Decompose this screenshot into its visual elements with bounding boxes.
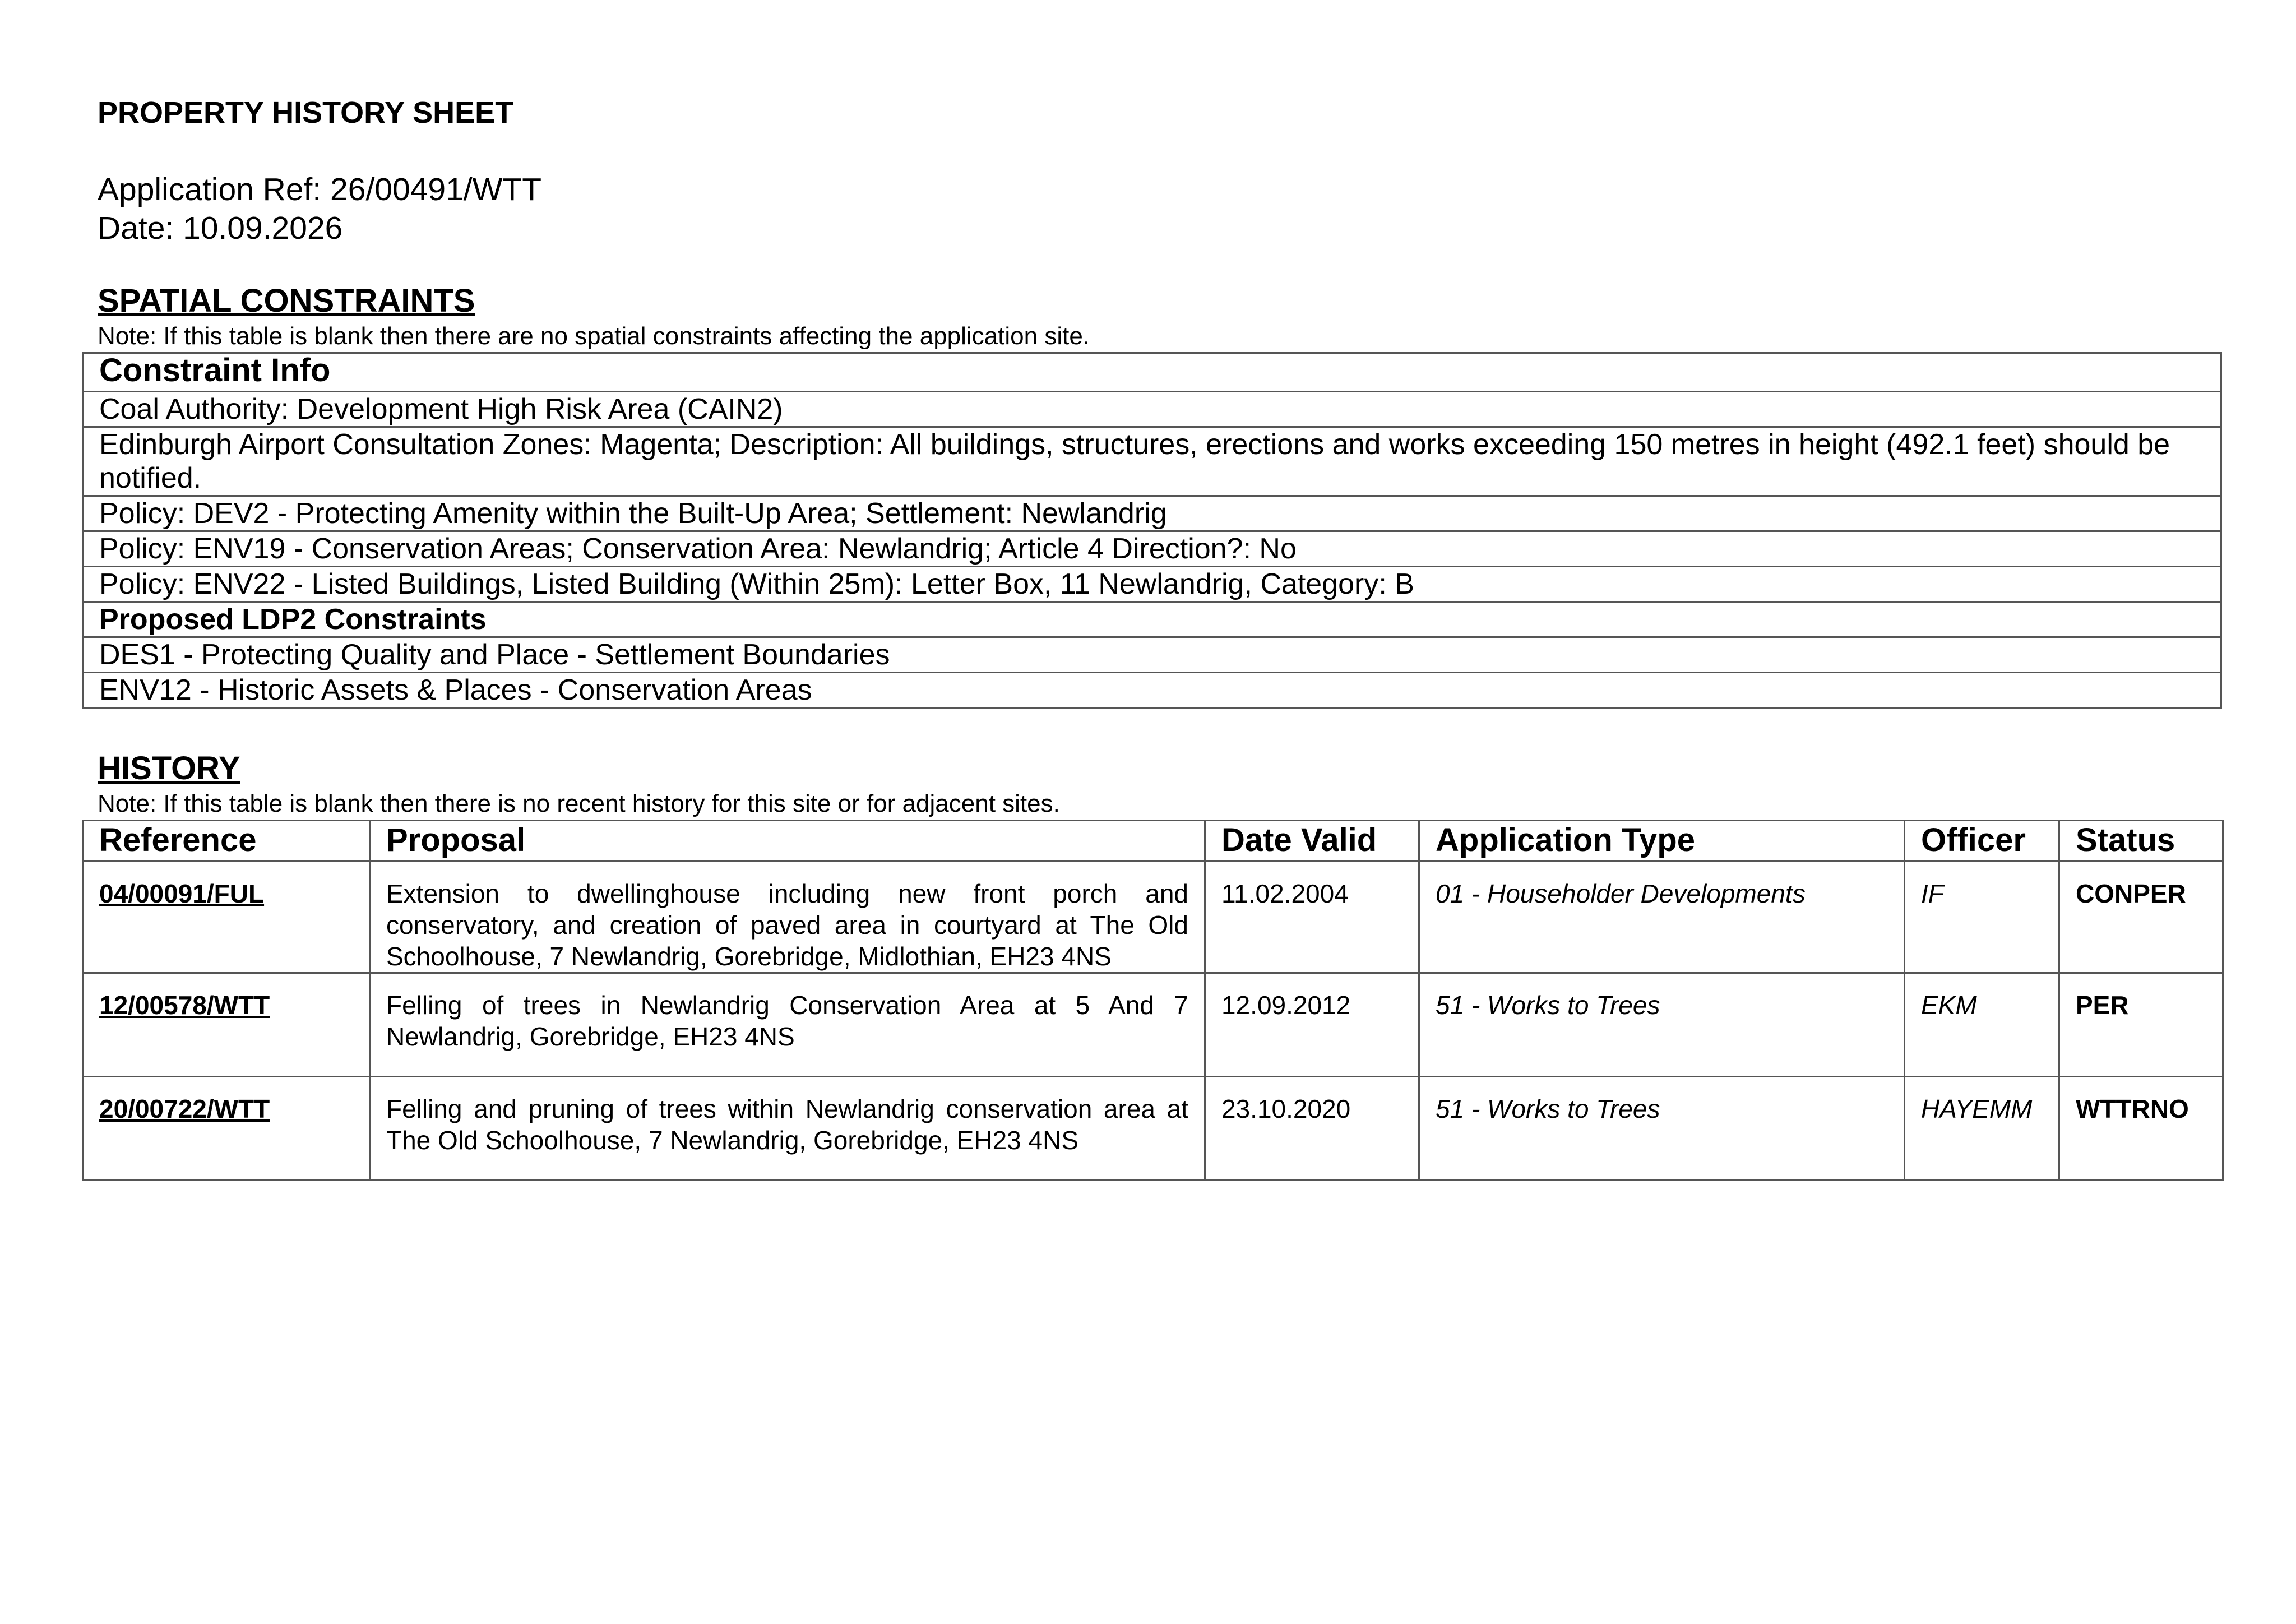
application-meta	[98, 170, 541, 248]
column-header-application-type: Application Type	[1419, 821, 1905, 862]
ldp2-constraints-subheader: Proposed LDP2 Constraints	[83, 602, 2221, 637]
reference-link[interactable]: 04/00091/FUL	[83, 862, 370, 973]
officer-cell: EKM	[1905, 973, 2059, 1077]
application-type-cell: 51 - Works to Trees	[1419, 1077, 1905, 1181]
application-ref: Application Ref: 26/00491/WTT	[98, 172, 542, 207]
history-note: Note: If this table is blank then there is no recent history for this site or for adjacent sites.	[98, 790, 1060, 817]
table-header-row	[83, 821, 2223, 862]
table-row	[83, 673, 2221, 708]
status-cell: WTTRNO	[2059, 1077, 2223, 1181]
table-header-row	[83, 353, 2221, 392]
constraint-cell: ENV12 - Historic Assets & Places - Conservation Areas	[83, 673, 2221, 708]
proposal-cell: Felling and pruning of trees within Newlandrig conservation area at The Old Schoolhouse, 7 Newlandrig, Gorebridge, EH23 4NS	[370, 1077, 1205, 1181]
table-row	[83, 427, 2221, 496]
table-row	[83, 567, 2221, 602]
date-valid-cell: 11.02.2004	[1205, 862, 1419, 973]
table-row	[83, 531, 2221, 567]
column-header-officer: Officer	[1905, 821, 2059, 862]
officer-cell: IF	[1905, 862, 2059, 973]
reference-link[interactable]: 20/00722/WTT	[83, 1077, 370, 1181]
application-type-cell: 51 - Works to Trees	[1419, 973, 1905, 1077]
reference-link[interactable]: 12/00578/WTT	[83, 973, 370, 1077]
constraint-cell: Edinburgh Airport Consultation Zones: Magenta; Description: All buildings, structures, erections and works exceeding 150 metres in height (492.1 feet) should be notified.	[83, 427, 2221, 496]
column-header-status: Status	[2059, 821, 2223, 862]
spatial-constraints-note: Note: If this table is blank then there are no spatial constraints affecting the application site.	[98, 322, 1090, 350]
proposal-cell: Extension to dwellinghouse including new front porch and conservatory, and creation of paved area in courtyard at The Old Schoolhouse, 7 Newlandrig, Gorebridge, Midlothian, EH23 4NS	[370, 862, 1205, 973]
constraint-cell: Policy: ENV22 - Listed Buildings, Listed Building (Within 25m): Letter Box, 11 Newlandrig, Category: B	[83, 567, 2221, 602]
column-header-proposal: Proposal	[370, 821, 1205, 862]
constraints-table	[82, 352, 2222, 709]
spatial-constraints-heading: SPATIAL CONSTRAINTS	[98, 283, 475, 319]
table-subheader-row	[83, 602, 2221, 637]
constraint-cell: Policy: DEV2 - Protecting Amenity within the Built-Up Area; Settlement: Newlandrig	[83, 496, 2221, 531]
table-row	[83, 973, 2223, 1077]
date-valid-cell: 23.10.2020	[1205, 1077, 1419, 1181]
history-heading: HISTORY	[98, 750, 240, 786]
constraint-cell: Policy: ENV19 - Conservation Areas; Conservation Area: Newlandrig; Article 4 Direction?: No	[83, 531, 2221, 567]
constraint-cell: Coal Authority: Development High Risk Area (CAIN2)	[83, 392, 2221, 427]
column-header-date-valid: Date Valid	[1205, 821, 1419, 862]
history-table	[82, 820, 2224, 1181]
application-type-cell: 01 - Householder Developments	[1419, 862, 1905, 973]
status-cell: PER	[2059, 973, 2223, 1077]
column-header-reference: Reference	[83, 821, 370, 862]
table-row	[83, 637, 2221, 673]
table-row	[83, 392, 2221, 427]
date-valid-cell: 12.09.2012	[1205, 973, 1419, 1077]
officer-cell: HAYEMM	[1905, 1077, 2059, 1181]
application-date: Date: 10.09.2026	[98, 210, 343, 246]
table-row	[83, 1077, 2223, 1181]
constraint-info-header: Constraint Info	[83, 353, 2221, 392]
table-row	[83, 496, 2221, 531]
constraint-cell: DES1 - Protecting Quality and Place - Settlement Boundaries	[83, 637, 2221, 673]
page-title: PROPERTY HISTORY SHEET	[98, 96, 514, 129]
status-cell: CONPER	[2059, 862, 2223, 973]
table-row	[83, 862, 2223, 973]
proposal-cell: Felling of trees in Newlandrig Conservation Area at 5 And 7 Newlandrig, Gorebridge, EH23 4NS	[370, 973, 1205, 1077]
